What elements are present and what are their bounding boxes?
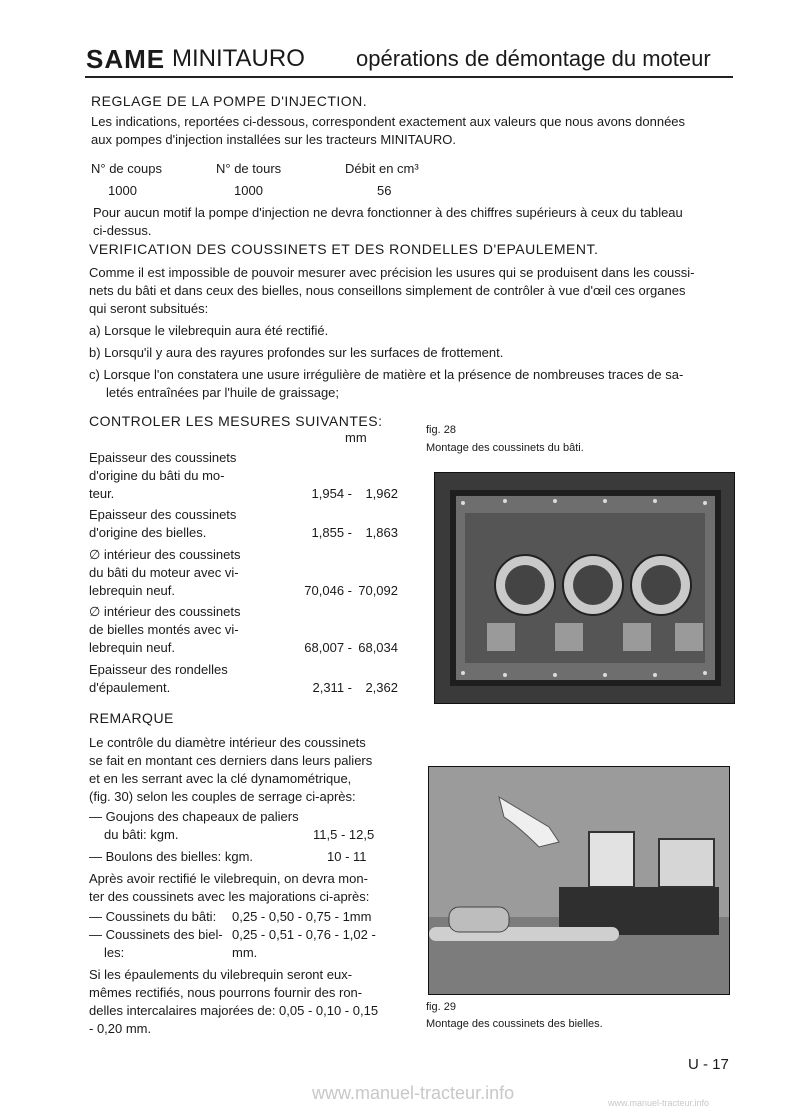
- oversize-value: 0,25 - 0,50 - 0,75 - 1mm: [232, 909, 372, 924]
- section-heading-remarque: REMARQUE: [89, 710, 174, 726]
- remark-line: Après avoir rectifié le vilebrequin, on devra mon-: [89, 871, 368, 886]
- oversize-value: 0,25 - 0,51 - 0,76 - 1,02 -: [232, 927, 376, 942]
- list-item-b: b) Lorsqu'il y aura des rayures profondes sur les surfaces de frottement.: [89, 345, 504, 360]
- fig28-label: fig. 28: [426, 424, 456, 436]
- measure-label: d'origine du bâti du mo-: [89, 468, 225, 483]
- remark-line: et en les serrant avec la clé dynamométrique,: [89, 771, 352, 786]
- intro-line: Les indications, reportées ci-dessous, correspondent exactement aux valeurs que nous avons données: [91, 114, 686, 129]
- torque-value: 11,5 - 12,5: [313, 827, 375, 842]
- fig29-caption: Montage des coussinets des bielles.: [426, 1018, 603, 1030]
- measure-label: teur.: [89, 486, 115, 501]
- table-value-coups: 1000: [108, 183, 137, 198]
- remark-line: delles intercalaires majorées de: 0,05 - 0,10 - 0,15: [89, 1003, 379, 1018]
- unit-label: mm: [345, 430, 367, 445]
- measure-label: ∅ intérieur des coussinets: [89, 604, 241, 619]
- remark-line: Si les épaulements du vilebrequin seront eux-: [89, 967, 353, 982]
- measure-label: du bâti du moteur avec vi-: [89, 565, 239, 580]
- list-item-c: c) Lorsque l'on constatera une usure irrégulière de matière et la présence de nombreuses traces de sa-: [89, 367, 684, 382]
- measure-min: 1,855 -: [311, 525, 352, 540]
- measure-min: 2,311 -: [312, 680, 352, 695]
- measure-max: 1,863: [365, 525, 398, 540]
- measure-min: 70,046 -: [304, 583, 352, 598]
- fig29-label: fig. 29: [426, 1001, 456, 1013]
- measure-label: ∅ intérieur des coussinets: [89, 547, 241, 562]
- list-item-c-cont: letés entraînées par l'huile de graissage;: [106, 385, 340, 400]
- model-name: MINITAURO: [172, 45, 305, 72]
- measure-label: de bielles montés avec vi-: [89, 622, 239, 637]
- remark-line: se fait en montant ces derniers dans leurs paliers: [89, 753, 373, 768]
- paragraph-line: nets du bâti et dans ceux des bielles, nous conseillons simplement de contrôler à vue d'œil ces organes: [89, 283, 686, 298]
- header-rule: [85, 76, 733, 78]
- footer-watermark-url-small: www.manuel-tracteur.info: [608, 1098, 710, 1108]
- torque-item: du bâti: kgm.: [104, 827, 179, 842]
- table-value-debit: 56: [377, 183, 392, 198]
- measure-min: 68,007 -: [304, 640, 352, 655]
- measure-label: d'épaulement.: [89, 680, 171, 695]
- remark-line: - 0,20 mm.: [89, 1021, 152, 1036]
- measure-max: 70,092: [358, 583, 398, 598]
- measure-label: lebrequin neuf.: [89, 583, 176, 598]
- table-header-tours: N° de tours: [216, 161, 282, 176]
- measure-label: Epaisseur des coussinets: [89, 507, 237, 522]
- note-line: Pour aucun motif la pompe d'injection ne devra fonctionner à des chiffres supérieurs à ceux du tableau: [93, 205, 683, 220]
- measure-label: Epaisseur des rondelles: [89, 662, 228, 677]
- oversize-item: les:: [104, 945, 125, 960]
- remark-line: Le contrôle du diamètre intérieur des coussinets: [89, 735, 366, 750]
- measure-min: 1,954 -: [311, 486, 352, 501]
- measure-label: Epaisseur des coussinets: [89, 450, 237, 465]
- section-heading-injection: REGLAGE DE LA POMPE D'INJECTION.: [91, 93, 368, 109]
- page-number: U - 17: [688, 1056, 729, 1073]
- measure-label: lebrequin neuf.: [89, 640, 176, 655]
- remark-line: (fig. 30) selon les couples de serrage ci-après:: [89, 789, 356, 804]
- measure-max: 2,362: [365, 680, 398, 695]
- oversize-item: — Coussinets des biel-: [89, 927, 223, 942]
- section-heading-measures: CONTROLER LES MESURES SUIVANTES:: [89, 413, 383, 429]
- fig28-photo: [434, 472, 735, 704]
- torque-item: — Goujons des chapeaux de paliers: [89, 809, 299, 824]
- paragraph-line: Comme il est impossible de pouvoir mesurer avec précision les usures qui se produisent dans les coussi-: [89, 265, 695, 280]
- torque-value: 10 - 11: [327, 849, 367, 864]
- oversize-item: — Coussinets du bâti:: [89, 909, 217, 924]
- section-heading-verification: VERIFICATION DES COUSSINETS ET DES RONDELLES D'EPAULEMENT.: [89, 241, 599, 257]
- note-line: ci-dessus.: [93, 223, 152, 238]
- footer-watermark-url: www.manuel-tracteur.info: [312, 1083, 515, 1103]
- measure-label: d'origine des bielles.: [89, 525, 207, 540]
- oversize-value: mm.: [232, 945, 258, 960]
- measure-max: 1,962: [365, 486, 398, 501]
- fig29-photo: [428, 766, 730, 995]
- fig28-caption: Montage des coussinets du bâti.: [426, 442, 584, 454]
- table-header-debit: Débit en cm³: [345, 161, 419, 176]
- page-title: opérations de démontage du moteur: [356, 46, 711, 71]
- torque-item: — Boulons des bielles: kgm.: [89, 849, 254, 864]
- remark-line: ter des coussinets avec les majorations ci-après:: [89, 889, 370, 904]
- remark-line: mêmes rectifiés, nous pourrons fournir des ron-: [89, 985, 363, 1000]
- measure-max: 68,034: [358, 640, 398, 655]
- table-header-coups: N° de coups: [91, 161, 162, 176]
- intro-line: aux pompes d'injection installées sur les tracteurs MINITAURO.: [91, 132, 456, 147]
- table-value-tours: 1000: [234, 183, 263, 198]
- list-item-a: a) Lorsque le vilebrequin aura été rectifié.: [89, 323, 329, 338]
- brand-name: SAME: [86, 44, 166, 74]
- paragraph-line: qui seront subsitués:: [89, 301, 209, 316]
